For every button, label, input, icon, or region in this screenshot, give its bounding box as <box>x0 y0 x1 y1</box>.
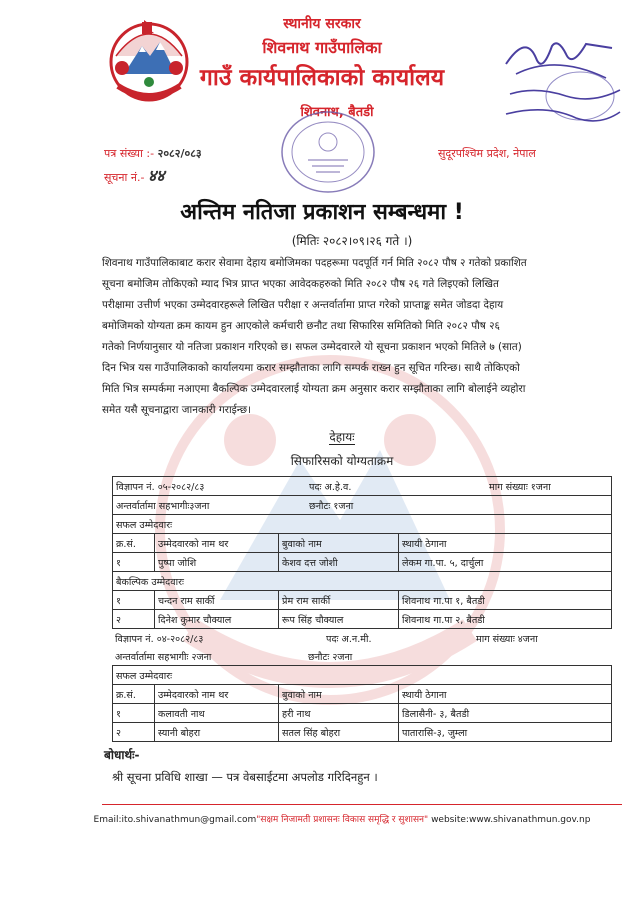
cell-serial: १ <box>113 591 155 609</box>
province-label: सुदूरपश्चिम प्रदेश, नेपाल <box>438 147 536 160</box>
cell-candidate-name: पुष्पा जोशि <box>155 553 279 571</box>
cell-address: लेकम गा.पा. ५, दार्चुला <box>402 557 484 569</box>
section-heading-text: देहायः <box>329 430 355 444</box>
group-label-row <box>112 572 612 591</box>
advertisement-number: विज्ञापन नं. ०४-२०८२/८३ <box>115 634 204 645</box>
cell-serial: २ <box>113 610 155 628</box>
table-row <box>112 704 612 723</box>
reference-number-value: २०८२/०८३ <box>157 147 202 160</box>
header-father-name: बुवाको नाम <box>279 534 399 552</box>
officer-signature <box>496 34 626 134</box>
notice-title: अन्तिम नतिजा प्रकाशन सम्बन्धमा ! <box>180 200 464 225</box>
body-line: दिन भित्र यस गाउँपालिकाको कार्यालयमा करार सम्झौताका लागि सम्पर्क राख्न हुन सूचित गरिन्छ। साथै तोकिएको <box>102 362 520 374</box>
table-header-row <box>112 685 612 704</box>
cell-serial: २ <box>113 723 155 741</box>
footer-motto: "सक्षम निजामती प्रशासनः विकास समृद्धि र सुशासन" <box>256 815 429 825</box>
cell-candidate-name: स्यानी बोहरा <box>155 723 279 741</box>
letterhead-address: शिवनाथ, बैतडी <box>300 105 374 120</box>
notice-number-value: ४४ <box>147 166 165 185</box>
body-line: परीक्षामा उत्तीर्ण भएका उम्मेदवारहरूले लिखित परीक्षा र अन्तर्वार्तामा प्राप्त गरेको प्राप्ताङ्क समेत जोडदा देहाय <box>102 299 504 311</box>
header-candidate-name: उम्मेदवारको नाम थर <box>155 685 279 703</box>
position-info-row <box>112 496 612 515</box>
cell-address: पातारासि-३, जुम्ला <box>402 727 468 739</box>
cell-father-name: सतल सिंह बोहरा <box>279 723 399 741</box>
position-info-row <box>112 629 612 647</box>
footer-website[interactable]: website:www.shivanathmun.gov.np <box>428 815 591 825</box>
footer-email[interactable]: Email:ito.shivanathmun@gmail.com <box>93 815 257 825</box>
notice-number <box>104 164 165 186</box>
notice-body <box>102 253 616 421</box>
interview-count: अन्तर्वार्तामा सहभागीः३जना <box>116 501 210 512</box>
notice-date: (मितिः २०८२।०९।२६ गते ।) <box>291 234 413 248</box>
cell-address: शिवनाथ गा.पा १, बैतडी <box>402 595 485 607</box>
cell-address: डिलासैनी- ३, बैतडी <box>402 708 470 720</box>
post-name: पदः अ.न.मी. <box>326 634 372 645</box>
header-address: स्थायी ठेगाना <box>402 538 447 550</box>
cc-item: श्री सूचना प्रविधि शाखा — पत्र वेबसाईटमा अपलोड गरिदिनहुन । <box>112 770 378 784</box>
footer-divider <box>102 804 622 805</box>
cell-candidate-name: कलावती नाथ <box>155 704 279 722</box>
body-line: गतेको निर्णयानुसार यो नतिजा प्रकाशन गरिएको छ। सफल उम्मेदवारले यो सूचना प्रकाशन भएको मितिले ७ (सात) <box>102 341 522 353</box>
table-heading: सिफारिसको योग्यताक्रम <box>290 454 394 468</box>
post-name: पदः अ.हे.व. <box>309 482 352 493</box>
letterhead-municipality: शिवनाथ गाउँपालिका <box>262 38 382 57</box>
group-label-row <box>112 515 612 534</box>
cell-father-name: हरी नाथ <box>279 704 399 722</box>
header-serial: क्र.सं. <box>113 534 155 552</box>
cell-address: शिवनाथ गा.पा २, बैतडी <box>402 614 485 626</box>
success-candidates-label: सफल उम्मेदवारः <box>116 670 173 682</box>
advertisement-number: विज्ञापन नं. ०५-२०८२/८३ <box>116 482 205 493</box>
alternate-candidates-label: बैकल्पिक उम्मेदवारः <box>116 576 184 588</box>
cell-serial: १ <box>113 553 155 571</box>
body-line: बमोजिमको योग्यता क्रम कायम हुन आएकोले कर्मचारी छनौट तथा सिफारिस समितिको मिति २०८२ पौष २६ <box>102 320 500 332</box>
cell-serial: १ <box>113 704 155 722</box>
cc-label: बोधार्थः- <box>104 748 140 762</box>
selected-count: छनौटः १जना <box>309 501 354 512</box>
header-father-name: बुवाको नाम <box>279 685 399 703</box>
cell-candidate-name: चन्दन राम सार्की <box>155 591 279 609</box>
table-row <box>112 610 612 629</box>
recommendation-table <box>112 476 612 742</box>
demand-count: माग संख्याः ४जना <box>476 634 538 645</box>
reference-number-label: पत्र संख्या :- <box>104 147 155 160</box>
body-line: समेत यसै सूचनाद्वारा जानकारी गराईन्छ। <box>102 404 251 416</box>
footer-contact <box>0 812 644 825</box>
letterhead-office: गाउँ कार्यपालिकाको कार्यालय <box>199 65 445 91</box>
section-heading <box>0 428 644 445</box>
cell-father-name: प्रेम राम सार्की <box>279 591 399 609</box>
cell-father-name: रूप सिंह चौक्याल <box>279 610 399 628</box>
header-address: स्थायी ठेगाना <box>402 689 447 701</box>
table-header-row <box>112 534 612 553</box>
table-row <box>112 553 612 572</box>
reference-number <box>104 146 202 161</box>
header-serial: क्र.सं. <box>113 685 155 703</box>
position-info-row <box>112 476 612 496</box>
demand-count: माग संख्याः १जना <box>489 482 551 493</box>
position-info-row <box>112 647 612 665</box>
office-seal-stamp <box>278 108 378 196</box>
selected-count: छनौटः २जना <box>308 652 353 663</box>
header-candidate-name: उम्मेदवारको नाम थर <box>155 534 279 552</box>
interview-count: अन्तर्वार्तामा सहभागीः २जना <box>115 652 212 663</box>
table-row <box>112 591 612 610</box>
notice-number-label: सूचना नं.- <box>104 171 145 184</box>
body-line: सूचना बमोजिम तोकिएको म्याद भित्र प्राप्त भएका आवेदकहरुको मिति २०८२ पौष २६ गते लिइएको लिखित <box>102 278 499 290</box>
success-candidates-label: सफल उम्मेदवारः <box>116 519 173 531</box>
body-line: मिति भित्र सम्पर्कमा नआएमा बैकल्पिक उम्मेदवारलाई योग्यता क्रम अनुसार करार सम्झौताका लागि बोलाईने व्यहोरा <box>102 383 526 395</box>
cell-candidate-name: दिनेश कुमार चौक्याल <box>155 610 279 628</box>
letterhead-local-government: स्थानीय सरकार <box>283 16 361 32</box>
group-label-row <box>112 665 612 685</box>
cell-father-name: केशव दत्त जोशी <box>279 553 399 571</box>
body-line: शिवनाथ गाउँपालिकाबाट करार सेवामा देहाय बमोजिमका पदहरूमा पदपूर्ति गर्न मिति २०८२ पौष २ गतेको प्रकाशित <box>102 257 527 269</box>
table-row <box>112 723 612 742</box>
